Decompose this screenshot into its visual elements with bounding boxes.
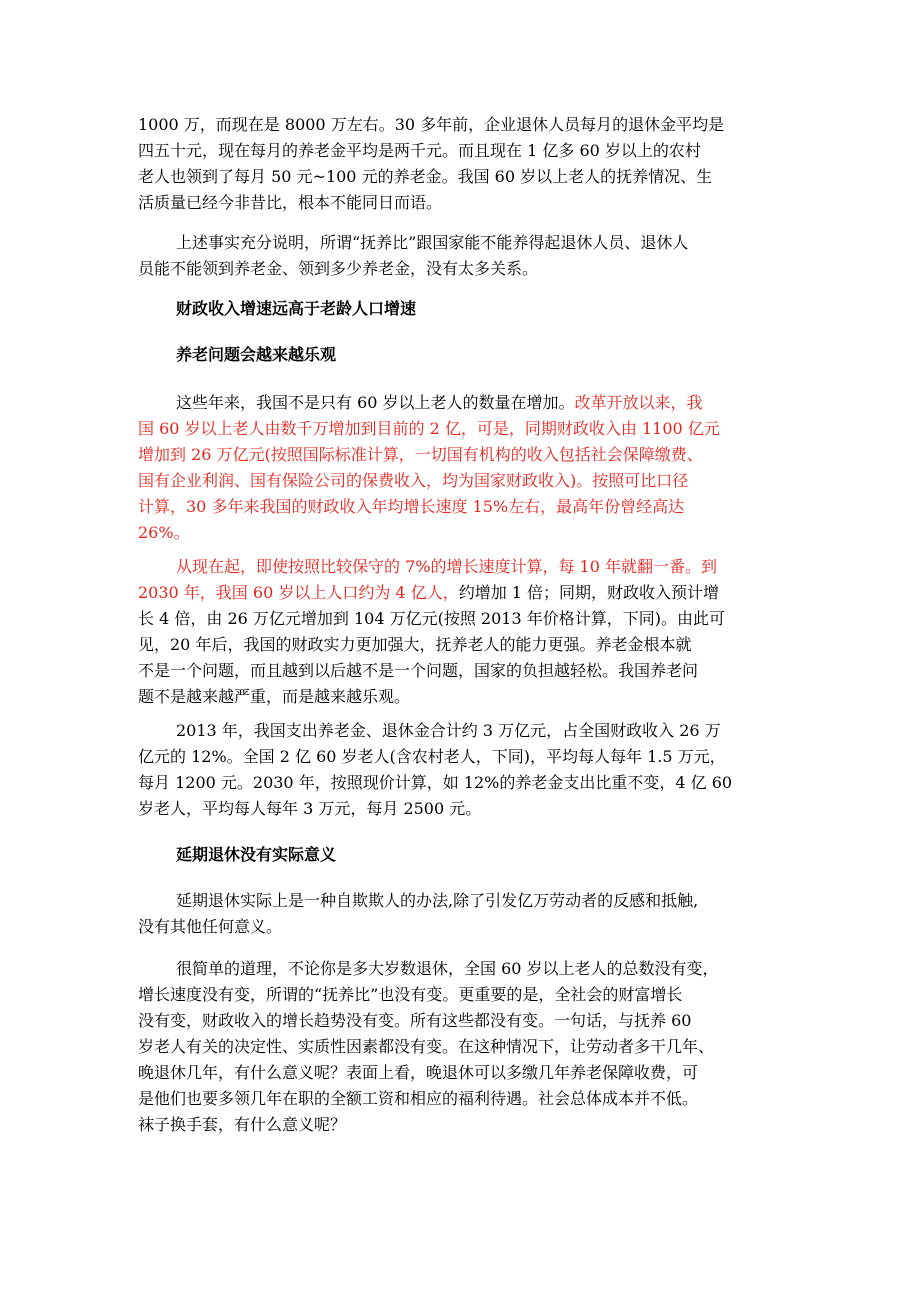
highlight-line: 计算，30 多年来我国的财政收入年均增长速度 15%左右，最高年份曾经高达	[138, 497, 685, 516]
text-line: 袜子换手套，有什么意义呢？	[138, 1115, 347, 1134]
text-line: 亿元的 12%。全国 2 亿 60 岁老人(含农村老人，下同)，平均每人每年 1.5 万元，	[138, 747, 726, 766]
text-line: 岁老人有关的决定性、实质性因素都没有变。在这种情况下，让劳动者多干几年、	[138, 1037, 715, 1056]
text-line: 很简单的道理，不论你是多大岁数退休，全国 60 岁以上老人的总数没有变，	[176, 959, 719, 978]
text-line: 2013 年，我国支出养老金、退休金合计约 3 万亿元，占全国财政收入 26 万	[176, 721, 721, 740]
text-line: 没有变，财政收入的增长趋势没有变。所有这些都没有变。一句话，与抚养 60	[138, 1011, 692, 1030]
text-line: 晚退休几年，有什么意义呢？表面上看，晚退休可以多缴几年养老保障收费，可	[138, 1063, 699, 1082]
paragraph-future-projection	[138, 554, 788, 710]
text-line: 老人也领到了每月 50 元~100 元的养老金。我国 60 岁以上老人的抚养情况、生	[138, 167, 713, 186]
section-heading: 财政收入增速远高于老龄人口增速	[176, 299, 417, 318]
text-line: 见，20 年后，我国的财政实力更加强大，抚养老人的能力更强。养老金根本就	[138, 635, 692, 654]
text-line: 不是一个问题，而且越到以后越不是一个问题，国家的负担越轻松。我国养老问	[138, 661, 699, 680]
highlight-line: 26%。	[138, 523, 190, 542]
heading-delayed-retirement	[138, 842, 788, 868]
highlight-segment: 改革开放以来，我	[574, 393, 703, 412]
text-line: 岁老人，平均每人每年 3 万元，每月 2500 元。	[138, 799, 482, 818]
paragraph-support-ratio	[138, 230, 788, 282]
text-segment: 这些年来，我国不是只有 60 岁以上老人的数量在增加。	[176, 393, 575, 412]
text-line: 员能不能领到养老金、领到多少养老金，没有太多关系。	[138, 259, 539, 278]
paragraph-simple-reason	[138, 956, 788, 1138]
text-line: 四五十元，现在每月的养老金平均是两千元。而且现在 1 亿多 60 岁以上的农村	[138, 141, 701, 160]
highlight-line: 增加到 26 万亿元(按照国际标准计算，一切国有机构的收入包括社会保障缴费、	[138, 445, 703, 464]
section-heading: 延期退休没有实际意义	[176, 845, 337, 864]
text-line	[138, 390, 788, 416]
text-line: 是他们也要多领几年在职的全额工资和相应的福利待遇。社会总体成本并不低。	[138, 1089, 699, 1108]
heading-fiscal-growth	[138, 296, 788, 322]
text-line	[138, 580, 788, 606]
text-line: 增长速度没有变，所谓的“抚养比”也没有变。更重要的是，全社会的财富增长	[138, 985, 683, 1004]
heading-pension-outlook	[138, 342, 788, 368]
section-heading: 养老问题会越来越乐观	[176, 345, 337, 364]
paragraph-pension-history	[138, 112, 788, 216]
text-line: 每月 1200 元。2030 年，按照现价计算，如 12%的养老金支出比重不变，4 亿 60	[138, 773, 733, 792]
paragraph-delay-meaningless	[138, 888, 788, 940]
highlight-segment: 2030 年，我国 60 岁以上人口约为 4 亿人，	[138, 583, 459, 602]
text-line: 上述事实充分说明，所谓“抚养比”跟国家能不能养得起退休人员、退休人	[176, 233, 689, 252]
text-segment: 约增加 1 倍；同期，财政收入预计增	[458, 583, 720, 602]
text-line: 没有其他任何意义。	[138, 917, 283, 936]
highlight-line: 从现在起，即使按照比较保守的 7%的增长速度计算，每 10 年就翻一番。到	[176, 557, 718, 576]
highlight-line: 国 60 岁以上老人由数千万增加到目前的 2 亿，可是，同期财政收入由 1100 亿元	[138, 419, 720, 438]
text-line: 题不是越来越严重，而是越来越乐观。	[138, 687, 411, 706]
text-line: 活质量已经今非昔比，根本不能同日而语。	[138, 193, 443, 212]
text-line: 长 4 倍，由 26 万亿元增加到 104 万亿元(按照 2013 年价格计算，下同)。由此可	[138, 609, 725, 628]
paragraph-fiscal-income	[138, 390, 788, 546]
text-line: 1000 万，而现在是 8000 万左右。30 多年前，企业退休人员每月的退休金平均是	[138, 115, 725, 134]
highlight-line: 国有企业利润、国有保险公司的保费收入，均为国家财政收入)。按照可比口径	[138, 471, 689, 490]
text-line: 延期退休实际上是一种自欺欺人的办法,除了引发亿万劳动者的反感和抵触,	[176, 891, 699, 910]
paragraph-2013-spending	[138, 718, 788, 822]
